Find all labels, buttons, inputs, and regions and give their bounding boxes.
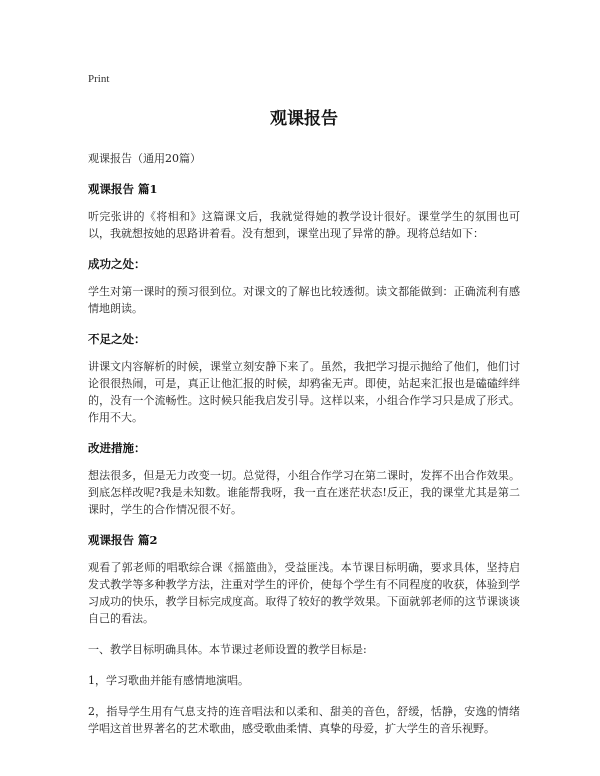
section-heading-improvements: 改进措施： <box>88 441 146 455</box>
teaching-goal-intro: 一、教学目标明确具体。本节课过老师设置的教学目标是: <box>88 643 367 656</box>
section-heading-report-1: 观课报告 篇1 <box>88 182 158 196</box>
section-heading-report-2: 观课报告 篇2 <box>88 533 158 547</box>
teaching-goal-item-2: 2，指导学生用有气息支持的连音唱法和以柔和、甜美的音色，舒缓，恬静，安逸的情绪学唱这首世界著名的艺术歌曲，感受歌曲柔情、真挚的母爱，扩大学生的音乐视野。 <box>88 705 520 735</box>
section-paragraph-shortcomings: 讲课文内容解析的时候，课堂立刻安静下来了。虽然，我把学习提示抛给了他们，他们讨论很很热闹，可是，真正让他汇报的时候，却鸦雀无声。即使，站起来汇报也是磕磕绊绊的，没有一个流畅性。这时候只能我启发引导。这样以来，小组合作学习只是成了形式。作用不大。 <box>88 360 520 424</box>
section-paragraph-report-1: 听完张讲的《将相和》这篇课文后，我就觉得她的教学设计很好。课堂学生的氛围也可以，我就想按她的思路讲着看。没有想到，课堂出现了异常的静。现将总结如下： <box>88 210 520 240</box>
document-page <box>88 60 520 751</box>
section-heading-shortcomings: 不足之处： <box>88 332 146 346</box>
print-link[interactable]: Print <box>88 73 110 85</box>
document-subtitle: 观课报告（通用20篇） <box>88 152 201 165</box>
section-heading-successes: 成功之处： <box>88 257 146 271</box>
section-paragraph-successes: 学生对第一课时的预习很到位。对课文的了解也比较透彻。读文都能做到：正确流利有感情地朗读。 <box>88 285 520 315</box>
section-paragraph-report-2: 观看了郭老师的唱歌综合课《摇篮曲》，受益匪浅。本节课目标明确，要求具体，坚持启发式教学等多种教学方法，注重对学生的评价，使每个学生有不同程度的收获，体验到学习成功的快乐，教学目标完成度高。取得了较好的教学效果。下面就郭老师的这节课谈谈自己的看法。 <box>88 561 520 625</box>
section-paragraph-improvements: 想法很多，但是无力改变一切。总觉得，小组合作学习在第二课时，发挥不出合作效果。到底怎样改呢?我是未知数。谁能帮我呀，我一直在迷茫状态!反正，我的课堂尤其是第二课时，学生的合作情况很不好。 <box>88 469 520 516</box>
document-title: 观课报告 <box>270 109 338 129</box>
teaching-goal-item-1: 1，学习歌曲并能有感情地演唱。 <box>88 674 249 687</box>
